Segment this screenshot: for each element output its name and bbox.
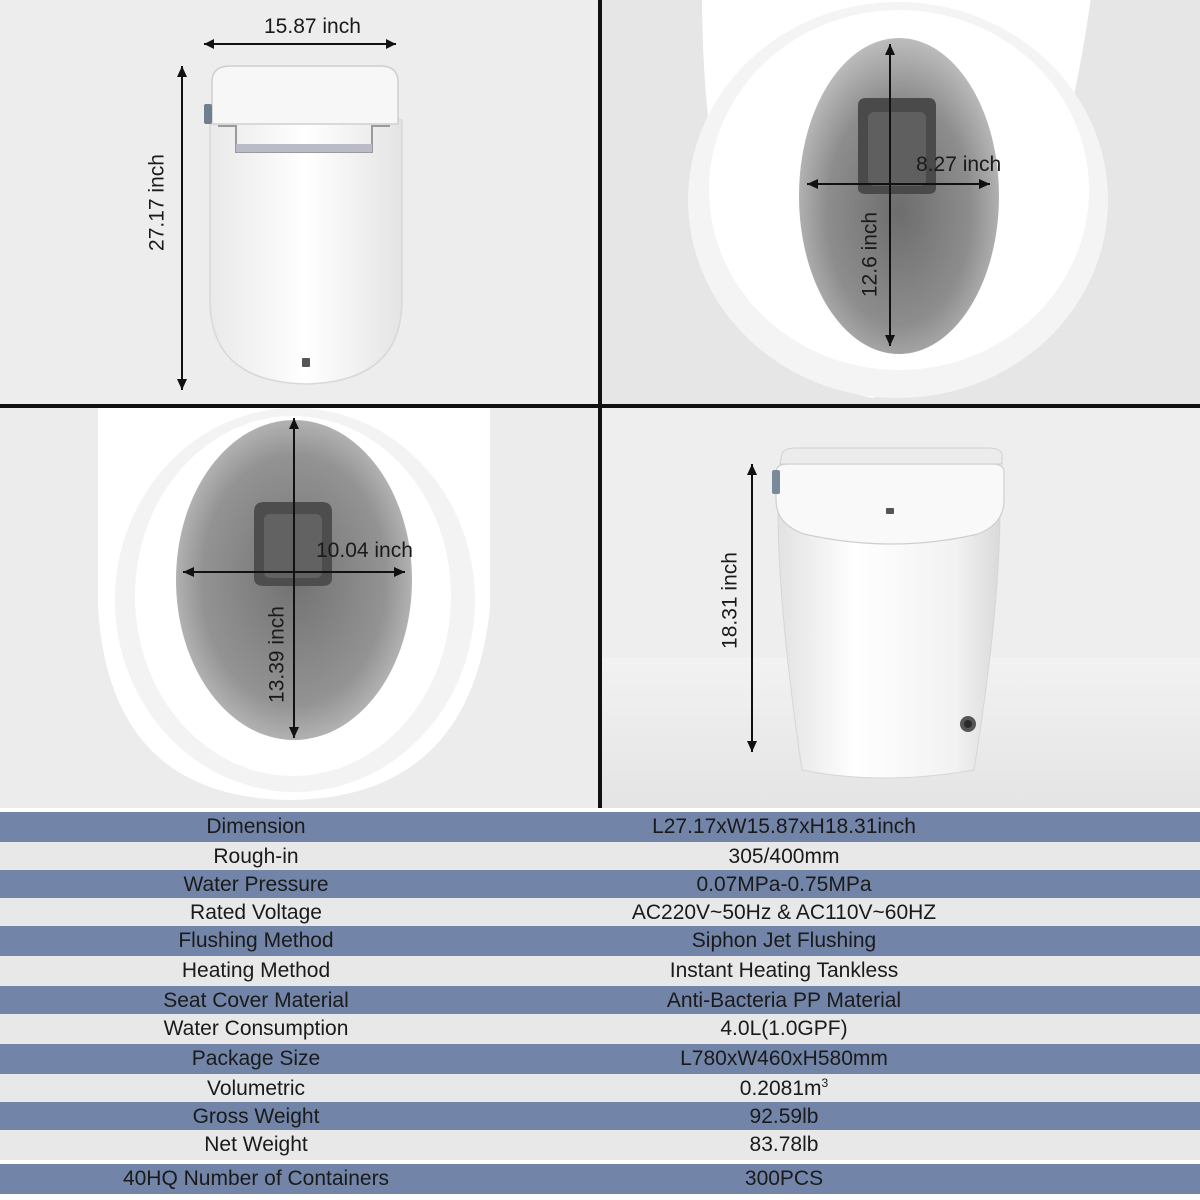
spec-label: Net Weight <box>204 1133 308 1156</box>
bowl1-width-label: 8.27 inch <box>916 153 1002 176</box>
height-label: 18.31 inch <box>718 552 742 649</box>
table-row <box>0 986 1200 1016</box>
spec-label: Flushing Method <box>178 929 334 952</box>
spec-value: 92.59lb <box>749 1105 819 1128</box>
table-row <box>0 812 1200 842</box>
spec-label: Water Consumption <box>163 1017 349 1040</box>
table-row <box>0 1044 1200 1074</box>
unit-superscript: 3 <box>821 1076 829 1090</box>
top-width-label: 15.87 inch <box>264 15 361 38</box>
spec-value: AC220V~50Hz & AC110V~60HZ <box>631 901 937 924</box>
bowl-closeup-illustration-1 <box>602 0 1200 404</box>
bowl-view-panel-2 <box>0 408 598 808</box>
table-row <box>0 1074 1200 1104</box>
spec-value-text: 0.2081m <box>739 1077 822 1100</box>
table-row <box>0 1102 1200 1132</box>
table-row <box>0 956 1200 986</box>
spec-value <box>512 1077 1056 1101</box>
top-view-panel <box>0 0 598 404</box>
bowl1-length-label: 12.6 inch <box>858 211 882 298</box>
toilet-side-view-illustration <box>602 408 1200 808</box>
bowl-closeup-illustration-2 <box>0 408 598 808</box>
spec-label: Volumetric <box>206 1077 306 1100</box>
spec-label: Seat Cover Material <box>163 989 349 1012</box>
table-row <box>0 842 1200 872</box>
spec-value: Anti-Bacteria PP Material <box>666 989 902 1012</box>
table-row <box>0 926 1200 956</box>
spec-value: 4.0L(1.0GPF) <box>720 1017 848 1040</box>
top-length-label: 27.17 inch <box>145 154 169 251</box>
table-row <box>0 1014 1200 1044</box>
table-row <box>0 898 1200 928</box>
bowl2-length-label: 13.39 inch <box>265 606 289 703</box>
spec-value: L27.17xW15.87xH18.31inch <box>652 815 916 838</box>
spec-value: 300PCS <box>744 1167 824 1190</box>
spec-table <box>0 808 1200 1200</box>
spec-label: Heating Method <box>181 959 331 982</box>
spec-label: Water Pressure <box>183 873 329 896</box>
spec-label: Package Size <box>191 1047 321 1070</box>
table-row <box>0 1164 1200 1194</box>
bowl2-width-label: 10.04 inch <box>316 539 413 562</box>
bowl-view-panel-1 <box>602 0 1200 404</box>
spec-value: Instant Heating Tankless <box>669 959 899 982</box>
spec-label: Rough-in <box>213 845 299 868</box>
spec-value: 83.78lb <box>749 1133 819 1156</box>
toilet-top-view-illustration <box>0 0 598 404</box>
table-row <box>0 1130 1200 1160</box>
spec-value: L780xW460xH580mm <box>680 1047 888 1070</box>
spec-value: Siphon Jet Flushing <box>691 929 877 952</box>
spec-value: 0.07MPa-0.75MPa <box>696 873 872 896</box>
side-view-panel <box>602 408 1200 808</box>
table-row <box>0 870 1200 900</box>
spec-label: Rated Voltage <box>190 901 322 924</box>
spec-label: Gross Weight <box>192 1105 320 1128</box>
spec-label: Dimension <box>206 815 306 838</box>
spec-value: 305/400mm <box>728 845 840 868</box>
spec-label: 40HQ Number of Containers <box>122 1167 390 1190</box>
